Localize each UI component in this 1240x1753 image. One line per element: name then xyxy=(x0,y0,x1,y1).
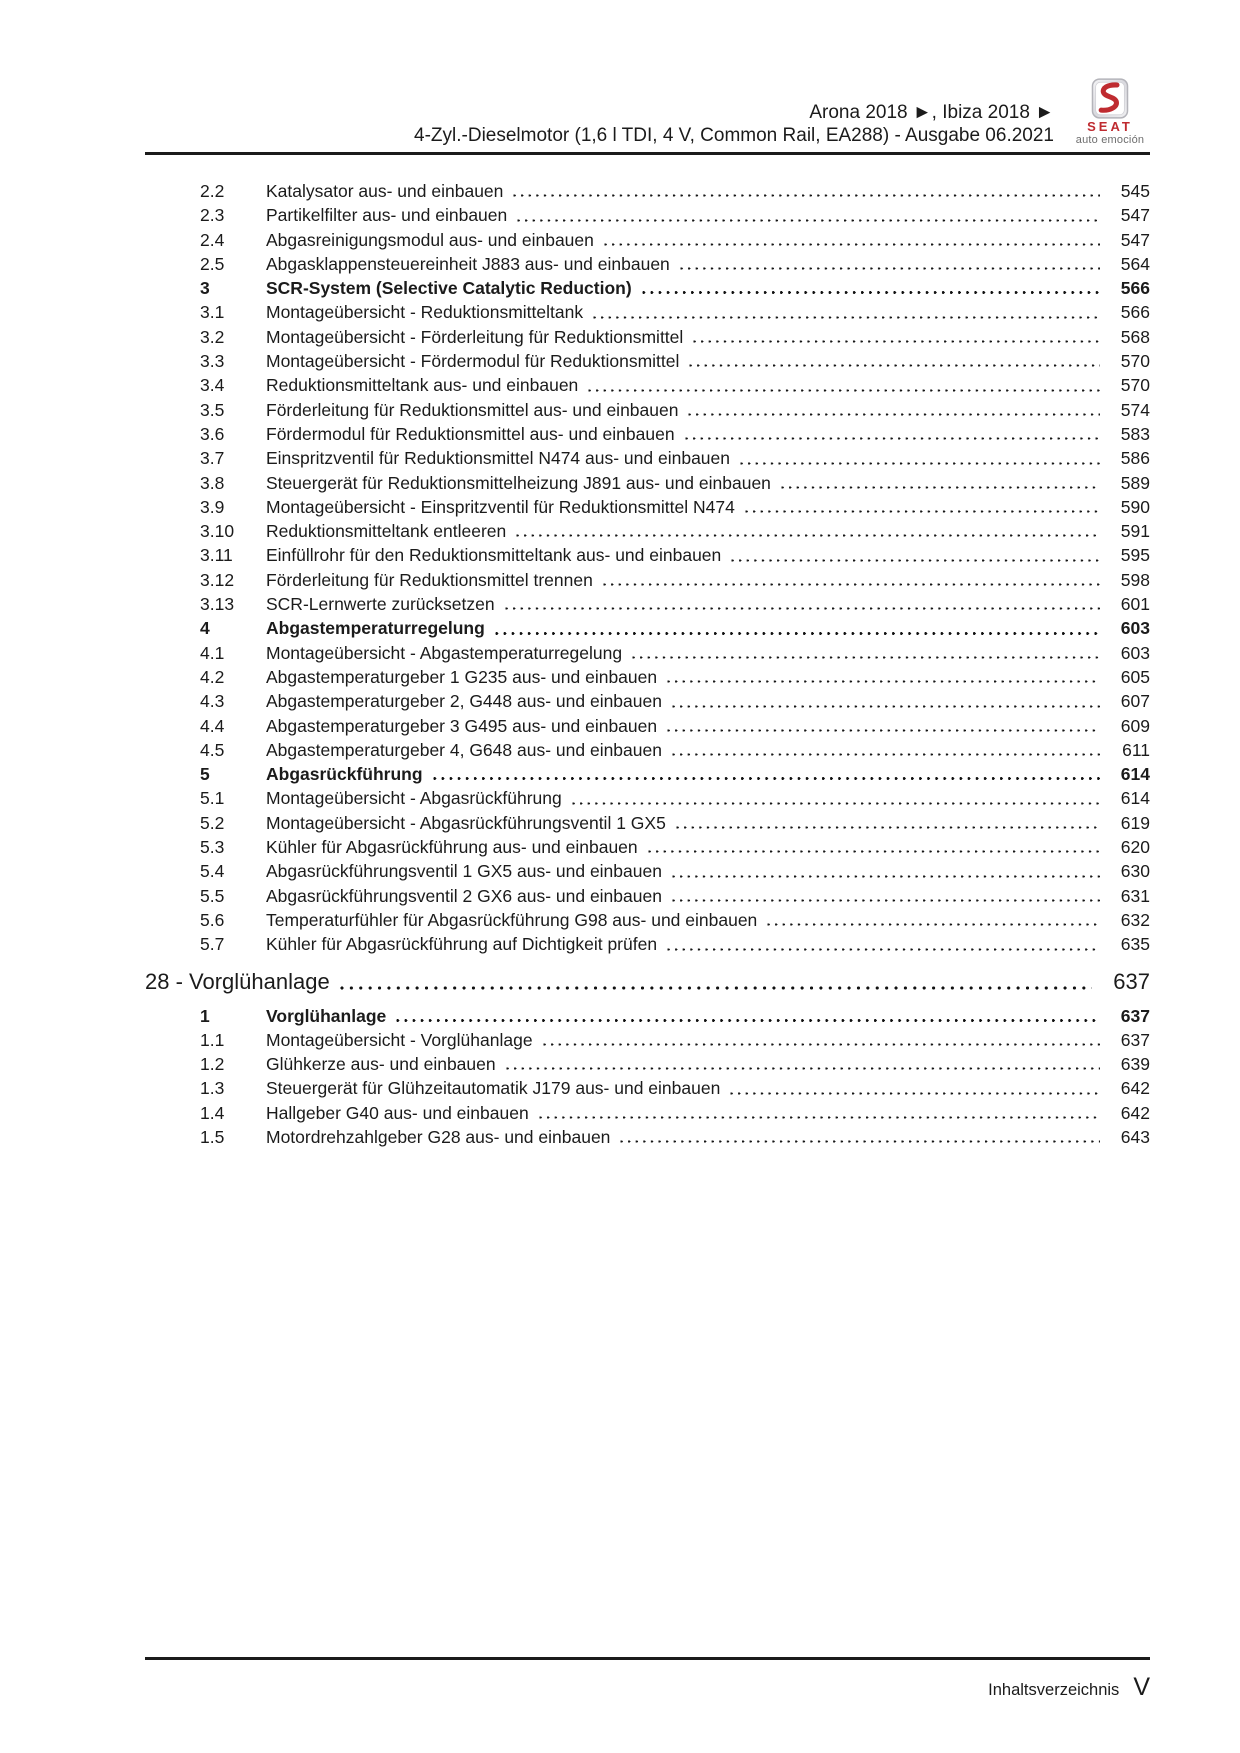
toc-entry-page: 570 xyxy=(1120,351,1150,372)
toc-entry-number: 2.3 xyxy=(200,205,225,226)
toc-entry-title: Steuergerät für Reduktionsmittelheizung J891 aus- und einbauen xyxy=(266,472,771,493)
toc-entry-title: Montageübersicht - Fördermodul für Reduktionsmittel xyxy=(266,351,680,372)
toc-row xyxy=(145,714,1150,738)
toc-entry-page: 570 xyxy=(1120,375,1150,396)
toc-entry-page: 607 xyxy=(1120,691,1150,712)
dot-leader xyxy=(517,219,1100,222)
dot-leader xyxy=(588,389,1100,392)
dot-leader xyxy=(593,316,1100,319)
toc-row xyxy=(145,689,1150,713)
dot-leader xyxy=(689,364,1100,367)
toc-entry-title: SCR-System (Selective Catalytic Reduction) xyxy=(266,278,632,299)
toc-entry-page: 611 xyxy=(1122,739,1150,760)
toc-entry-number: 3.11 xyxy=(200,545,233,566)
toc-entry-page: 639 xyxy=(1120,1054,1150,1075)
toc-row xyxy=(145,1004,1150,1028)
toc-row xyxy=(145,446,1150,470)
toc-entry-number: 4 xyxy=(200,618,210,639)
dot-leader xyxy=(667,680,1100,683)
toc-entry-title: Montageübersicht - Abgasrückführung xyxy=(266,788,562,809)
toc-entry-title: Temperaturfühler für Abgasrückführung G98 aus- und einbauen xyxy=(266,909,758,930)
toc-entry-page: 605 xyxy=(1120,666,1150,687)
toc-entry-number: 4.1 xyxy=(200,642,225,663)
toc-row xyxy=(145,1052,1150,1076)
toc-row xyxy=(145,179,1150,203)
dot-leader xyxy=(672,875,1100,878)
toc-entry-number: 1.5 xyxy=(200,1126,225,1147)
header-models-line: Arona 2018 ►, Ibiza 2018 ► xyxy=(809,102,1054,123)
dot-leader xyxy=(745,510,1100,513)
dot-leader xyxy=(672,899,1100,902)
dot-leader xyxy=(572,802,1100,805)
toc-entry-page: 620 xyxy=(1120,837,1150,858)
dot-leader xyxy=(396,1019,1100,1022)
toc-row xyxy=(145,811,1150,835)
dot-leader xyxy=(685,437,1100,440)
footer-text xyxy=(145,1673,1150,1702)
toc-entry-number: 3 xyxy=(200,278,210,299)
toc-entry-page: 591 xyxy=(1120,521,1150,542)
dot-leader xyxy=(730,1092,1100,1095)
toc-entry-number: 3.8 xyxy=(200,472,225,493)
toc-entry-title: Fördermodul für Reduktionsmittel aus- und einbauen xyxy=(266,423,675,444)
toc-entry-number: 2.5 xyxy=(200,253,225,274)
toc-entry-page: 564 xyxy=(1120,253,1150,274)
dot-leader xyxy=(340,986,1092,990)
toc-row xyxy=(145,1076,1150,1100)
toc-entry-page: 642 xyxy=(1120,1078,1150,1099)
toc-entry-title: Abgastemperaturgeber 4, G648 aus- und einbauen xyxy=(266,739,662,760)
toc-entry-title: Abgasrückführungsventil 2 GX6 aus- und einbauen xyxy=(266,885,662,906)
toc-row xyxy=(145,325,1150,349)
toc-row xyxy=(145,203,1150,227)
toc-row xyxy=(145,884,1150,908)
toc-entry-title: Montageübersicht - Reduktionsmitteltank xyxy=(266,302,584,323)
toc-entry-page: 614 xyxy=(1120,788,1150,809)
toc-row xyxy=(145,835,1150,859)
toc-entry-number: 4.2 xyxy=(200,666,225,687)
toc-entry-title: Kühler für Abgasrückführung aus- und einbauen xyxy=(266,837,638,858)
toc-entry-page: 603 xyxy=(1120,618,1150,639)
toc-row xyxy=(145,300,1150,324)
dot-leader xyxy=(693,340,1100,343)
toc-entry-number: 5.1 xyxy=(200,788,225,809)
toc-entry-number: 5.3 xyxy=(200,837,225,858)
dot-leader xyxy=(672,705,1100,708)
dot-leader xyxy=(495,632,1100,635)
toc-entry-title: 28 - Vorglühanlage xyxy=(145,968,330,994)
toc-entry-title: Vorglühanlage xyxy=(266,1005,387,1026)
toc-entry-page: 637 xyxy=(1120,1029,1150,1050)
toc-row xyxy=(145,276,1150,300)
toc-entry-title: Abgastemperaturgeber 3 G495 aus- und einbauen xyxy=(266,715,658,736)
toc-entry-number: 3.4 xyxy=(200,375,225,396)
toc-entry-page: 635 xyxy=(1120,934,1150,955)
toc-entry-page: 637 xyxy=(1120,1005,1150,1026)
header-subtitle-line: 4-Zyl.-Dieselmotor (1,6 l TDI, 4 V, Common Rail, EA288) - Ausgabe 06.2021 xyxy=(414,125,1054,146)
toc-entry-number: 5.7 xyxy=(200,934,225,955)
dot-leader xyxy=(604,243,1100,246)
toc-entry-page: 631 xyxy=(1120,885,1150,906)
toc-entry-number: 5.2 xyxy=(200,812,225,833)
toc-entry-number: 1.2 xyxy=(200,1054,225,1075)
toc-entry-page: 574 xyxy=(1120,399,1150,420)
toc-row xyxy=(145,641,1150,665)
toc-entry-number: 3.12 xyxy=(200,569,235,590)
toc-entry-title: Kühler für Abgasrückführung auf Dichtigkeit prüfen xyxy=(266,934,658,955)
dot-leader xyxy=(767,923,1100,926)
footer-section-label: Inhaltsverzeichnis xyxy=(988,1681,1120,1699)
toc-list xyxy=(145,179,1150,1149)
toc-row xyxy=(145,398,1150,422)
toc-row xyxy=(145,252,1150,276)
dot-leader xyxy=(731,559,1100,562)
toc-row xyxy=(145,592,1150,616)
toc-entry-title: Montageübersicht - Abgasrückführungsventil 1 GX5 xyxy=(266,812,666,833)
toc-entry-number: 3.13 xyxy=(200,594,235,615)
footer-rule xyxy=(145,1657,1150,1660)
toc-row xyxy=(145,665,1150,689)
dot-leader xyxy=(676,826,1100,829)
toc-row xyxy=(145,908,1150,932)
page-footer xyxy=(145,1652,1150,1702)
toc-entry-number: 3.3 xyxy=(200,351,225,372)
toc-entry-title: Abgasklappensteuereinheit J883 aus- und einbauen xyxy=(266,253,670,274)
toc-entry-title: Steuergerät für Glühzeitautomatik J179 aus- und einbauen xyxy=(266,1078,721,1099)
toc-entry-title: Abgastemperaturgeber 2, G448 aus- und einbauen xyxy=(266,691,662,712)
toc-entry-page: 632 xyxy=(1120,909,1150,930)
dot-leader xyxy=(603,583,1100,586)
toc-entry-title: Hallgeber G40 aus- und einbauen xyxy=(266,1102,529,1123)
toc-entry-title: Partikelfilter aus- und einbauen xyxy=(266,205,508,226)
toc-row xyxy=(145,495,1150,519)
toc-entry-page: 598 xyxy=(1120,569,1150,590)
toc-entry-page: 614 xyxy=(1120,764,1150,785)
seat-logo xyxy=(1070,78,1150,147)
toc-entry-number: 1.4 xyxy=(200,1102,225,1123)
toc-entry-number: 4.3 xyxy=(200,691,225,712)
toc-entry-title: Abgasreinigungsmodul aus- und einbauen xyxy=(266,229,594,250)
toc-entry-title: Katalysator aus- und einbauen xyxy=(266,181,504,201)
toc-entry-number: 3.10 xyxy=(200,521,235,542)
toc-entry-page: 609 xyxy=(1120,715,1150,736)
dot-leader xyxy=(513,194,1100,197)
toc-entry-page: 590 xyxy=(1120,496,1150,517)
dot-leader xyxy=(620,1140,1100,1143)
toc-entry-page: 586 xyxy=(1120,448,1150,469)
dot-leader xyxy=(516,534,1100,537)
toc-entry-title: Einfüllrohr für den Reduktionsmitteltank aus- und einbauen xyxy=(266,545,722,566)
toc-entry-page: 643 xyxy=(1120,1126,1150,1147)
header-text xyxy=(145,101,1070,147)
toc-entry-title: Montageübersicht - Einspritzventil für Reduktionsmittel N474 xyxy=(266,496,735,517)
toc-entry-number: 3.6 xyxy=(200,423,225,444)
toc-entry-page: 601 xyxy=(1120,594,1150,615)
toc-entry-number: 3.7 xyxy=(200,448,225,469)
toc-entry-page: 566 xyxy=(1120,278,1150,299)
toc-row xyxy=(145,1028,1150,1052)
toc-row xyxy=(145,967,1150,997)
toc-row xyxy=(145,349,1150,373)
dot-leader xyxy=(506,1067,1100,1070)
toc-entry-page: 630 xyxy=(1120,861,1150,882)
toc-entry-title: Einspritzventil für Reduktionsmittel N474 aus- und einbauen xyxy=(266,448,731,469)
toc-entry-title: Förderleitung für Reduktionsmittel aus- und einbauen xyxy=(266,399,679,420)
toc-entry-number: 5 xyxy=(200,764,210,785)
dot-leader xyxy=(632,656,1100,659)
toc-entry-number: 5.4 xyxy=(200,861,225,882)
toc-entry-title: Montageübersicht - Förderleitung für Reduktionsmittel xyxy=(266,326,684,347)
toc-entry-title: Förderleitung für Reduktionsmittel trennen xyxy=(266,569,593,590)
toc-entry-number: 4.4 xyxy=(200,715,225,736)
toc-entry-title: Montageübersicht - Abgastemperaturregelung xyxy=(266,642,623,663)
toc-entry-page: 568 xyxy=(1120,326,1150,347)
toc-row xyxy=(145,616,1150,640)
dot-leader xyxy=(672,753,1100,756)
toc-entry-page: 566 xyxy=(1120,302,1150,323)
toc-row xyxy=(145,471,1150,495)
toc-entry-title: Abgasrückführungsventil 1 GX5 aus- und einbauen xyxy=(266,861,662,882)
toc-entry-number: 3.9 xyxy=(200,496,225,517)
dot-leader xyxy=(740,462,1100,465)
toc-entry-number: 3.5 xyxy=(200,399,225,420)
footer-page-number: V xyxy=(1133,1673,1150,1701)
toc-entry-title: Reduktionsmitteltank entleeren xyxy=(266,521,507,542)
seat-tagline: auto emoción xyxy=(1075,134,1145,146)
toc-row xyxy=(145,568,1150,592)
dot-leader xyxy=(543,1043,1100,1046)
toc-entry-page: 547 xyxy=(1120,229,1150,250)
toc-row xyxy=(145,786,1150,810)
toc-entry-number: 1 xyxy=(200,1005,210,1026)
dot-leader xyxy=(539,1116,1100,1119)
dot-leader xyxy=(642,291,1100,294)
toc-entry-title: Abgastemperaturregelung xyxy=(266,618,485,639)
toc-entry-page: 619 xyxy=(1120,812,1150,833)
toc-entry-number: 5.6 xyxy=(200,909,225,930)
toc-entry-page: 583 xyxy=(1120,423,1150,444)
toc-entry-number: 4.5 xyxy=(200,739,225,760)
toc-entry-page: 603 xyxy=(1120,642,1150,663)
toc-entry-number: 5.5 xyxy=(200,885,225,906)
toc-row xyxy=(145,228,1150,252)
dot-leader xyxy=(667,948,1100,951)
toc-row xyxy=(145,373,1150,397)
toc-entry-title: Motordrehzahlgeber G28 aus- und einbauen xyxy=(266,1126,611,1147)
toc-entry-page: 637 xyxy=(1113,968,1150,994)
dot-leader xyxy=(680,267,1100,270)
dot-leader xyxy=(667,729,1100,732)
header-rule xyxy=(145,152,1150,155)
dot-leader xyxy=(781,486,1100,489)
toc-entry-number: 2.4 xyxy=(200,229,225,250)
toc-entry-number: 3.2 xyxy=(200,326,225,347)
toc-row xyxy=(145,762,1150,786)
toc-entry-title: SCR-Lernwerte zurücksetzen xyxy=(266,594,495,615)
toc-row xyxy=(145,1101,1150,1125)
page-header xyxy=(145,0,1150,147)
toc-entry-title: Abgastemperaturgeber 1 G235 aus- und einbauen xyxy=(266,666,658,687)
toc-entry-page: 589 xyxy=(1120,472,1150,493)
toc-row xyxy=(145,543,1150,567)
seat-s-emblem-icon xyxy=(1091,78,1129,119)
dot-leader xyxy=(688,413,1100,416)
toc-entry-number: 2.2 xyxy=(200,181,225,201)
toc-row xyxy=(145,738,1150,762)
toc-row xyxy=(145,422,1150,446)
toc-entry-title: Montageübersicht - Vorglühanlage xyxy=(266,1029,533,1050)
toc-row xyxy=(145,859,1150,883)
dot-leader xyxy=(505,607,1100,610)
dot-leader xyxy=(433,777,1100,780)
toc-entry-page: 595 xyxy=(1120,545,1150,566)
toc-entry-number: 1.3 xyxy=(200,1078,225,1099)
toc-entry-number: 1.1 xyxy=(200,1029,225,1050)
toc-row xyxy=(145,519,1150,543)
toc-entry-title: Abgasrückführung xyxy=(266,764,423,785)
toc-row xyxy=(145,932,1150,956)
dot-leader xyxy=(648,850,1100,853)
toc-entry-page: 642 xyxy=(1120,1102,1150,1123)
toc-entry-title: Reduktionsmitteltank aus- und einbauen xyxy=(266,375,579,396)
toc-row xyxy=(145,1125,1150,1149)
toc-entry-number: 3.1 xyxy=(200,302,225,323)
seat-wordmark: SEAT xyxy=(1087,119,1133,134)
page-content xyxy=(145,0,1150,1149)
toc-entry-page: 547 xyxy=(1120,205,1150,226)
toc-entry-title: Glühkerze aus- und einbauen xyxy=(266,1054,496,1075)
toc-entry-page: 545 xyxy=(1120,181,1150,201)
